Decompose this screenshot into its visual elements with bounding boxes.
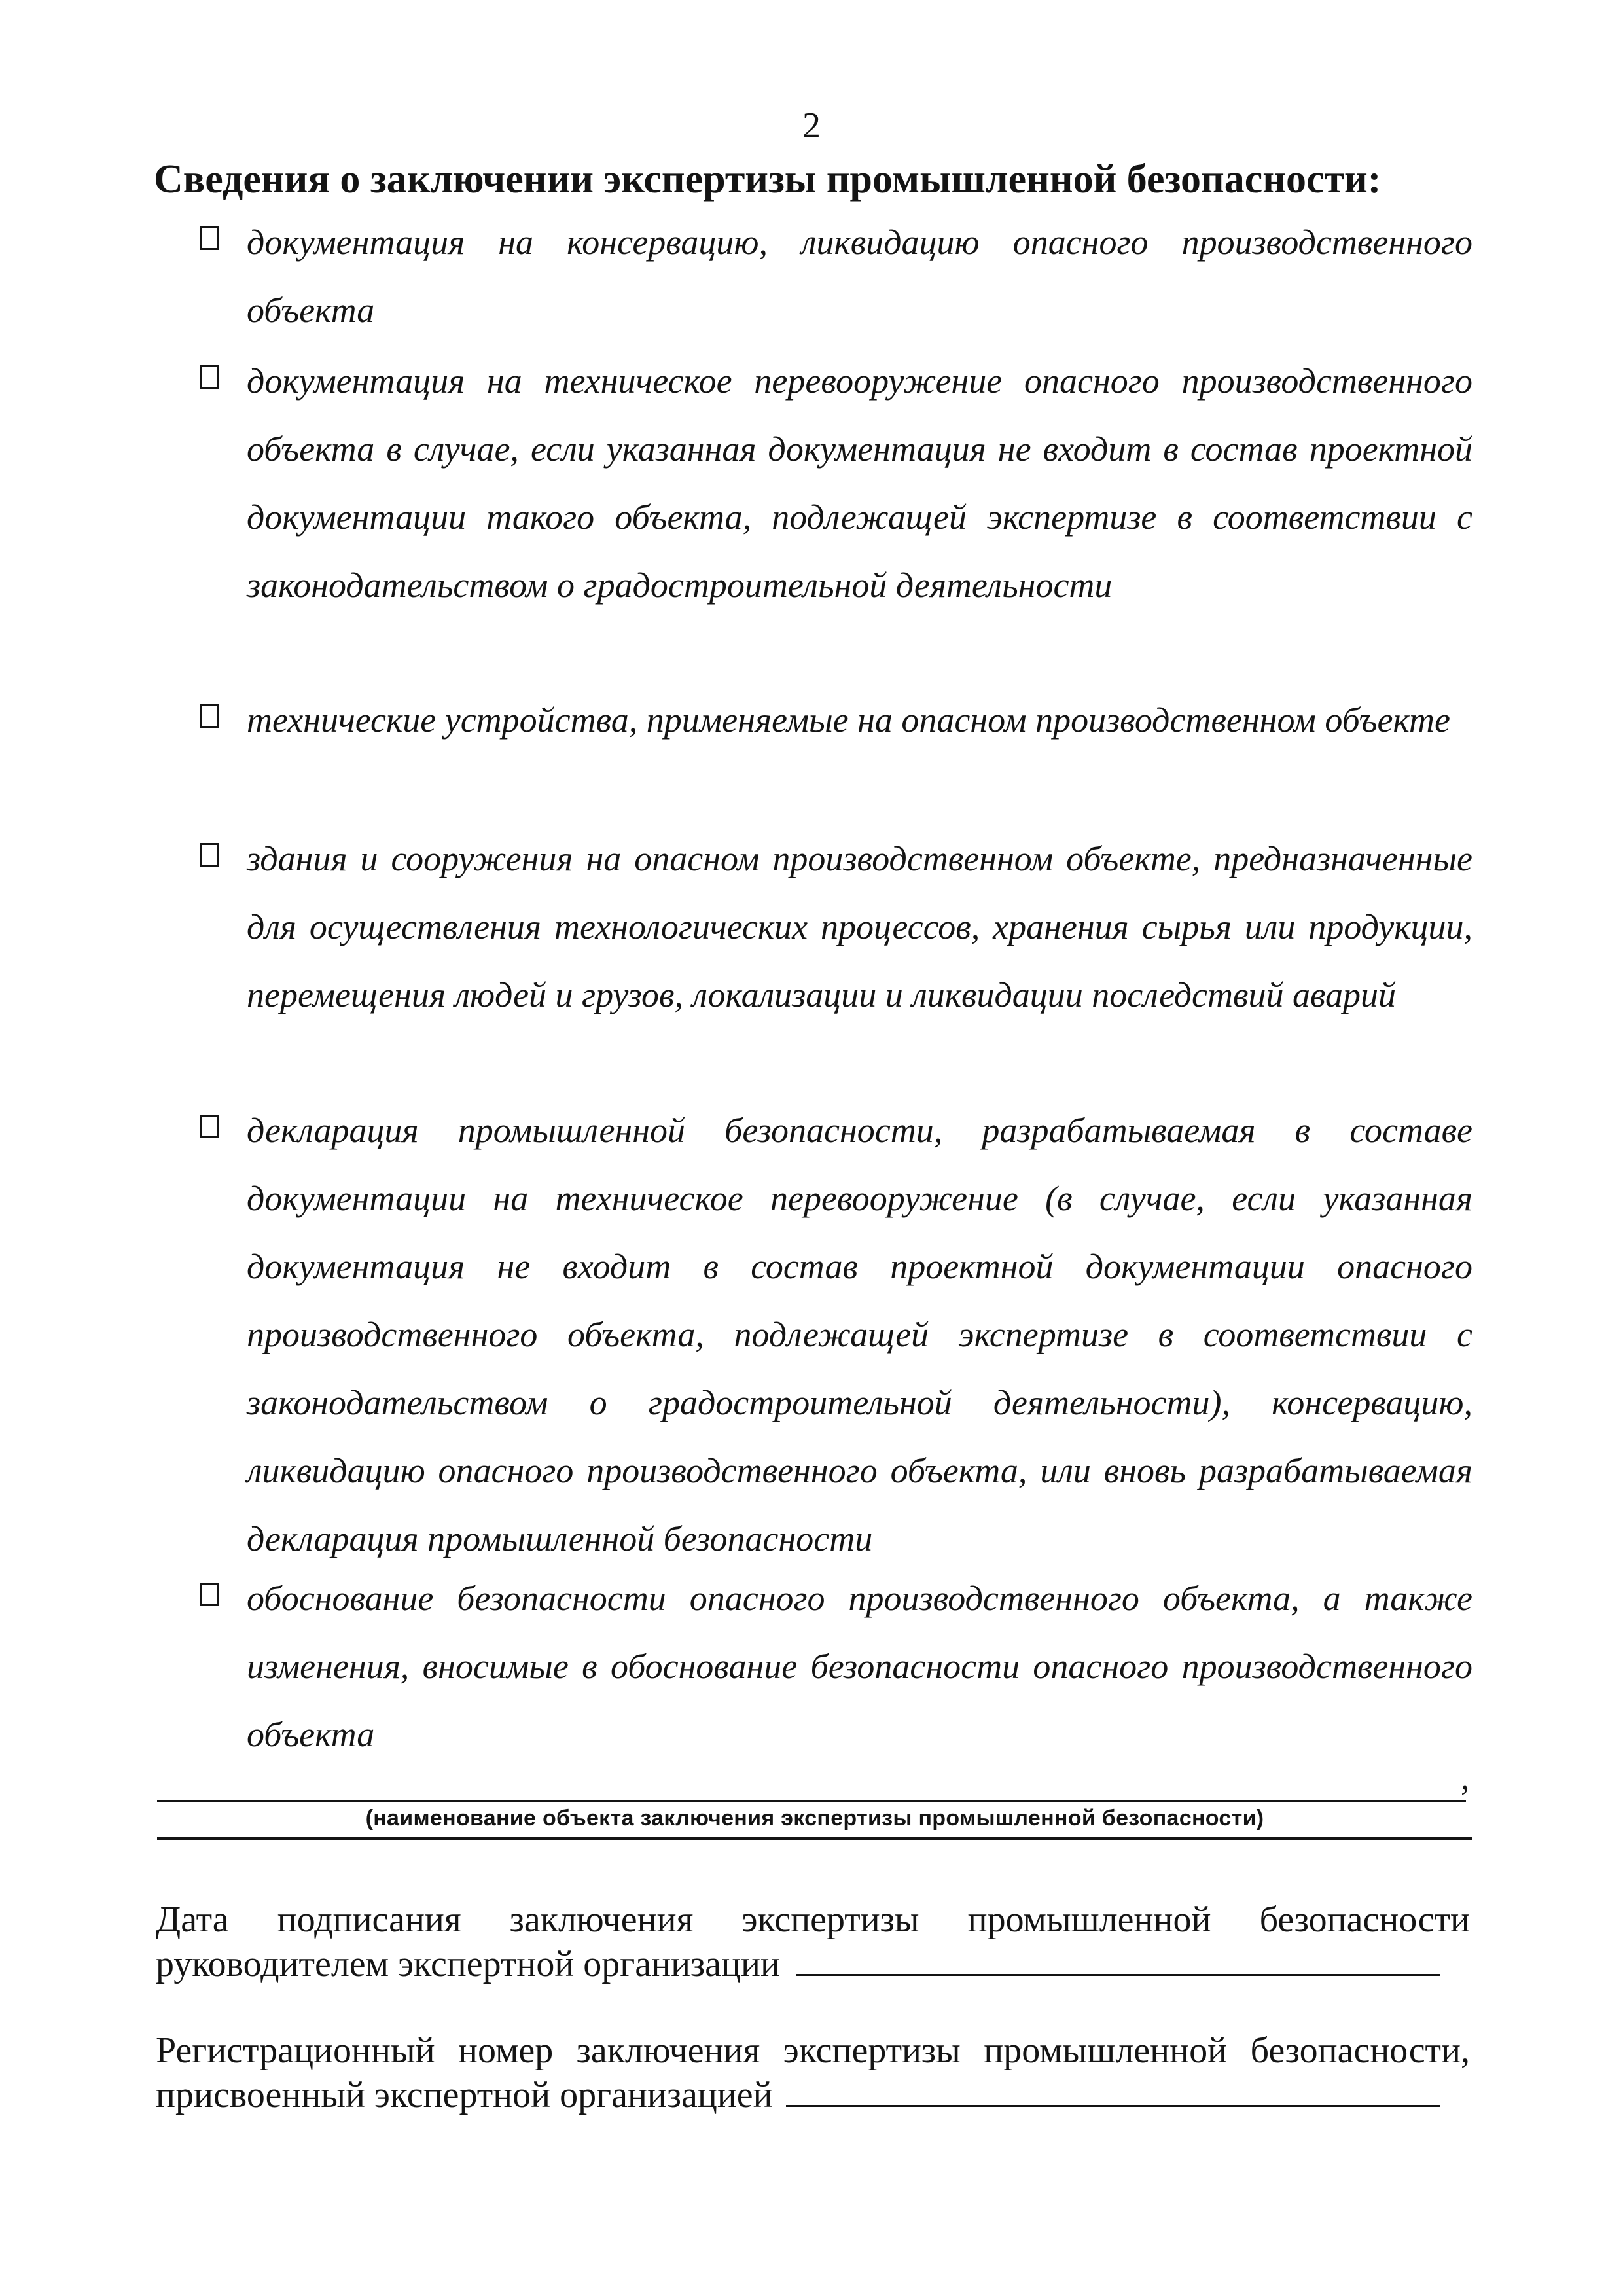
signing-date-label-line2-row: [156, 1941, 1470, 1986]
registration-number-label-line2-row: [156, 2072, 1470, 2117]
list-item: [200, 208, 1472, 344]
object-type-checkbox[interactable]: [200, 1583, 219, 1606]
object-type-label: декларация промышленной безопасности, разрабатываемая в составе документации на техническое перевооружение (в случае, если указанная документация не входит в состав проектной документации опасного производственного объекта, подлежащей экспертизе в соответствии с законодательством о градостроительной деятельности), консервацию, ликвидацию опасного производственного объекта, или вновь разрабатываемая декларация промышленной безопасности: [247, 1111, 1472, 1558]
object-type-label: документация на техническое перевооружение опасного производственного объекта в случае, если указанная документация не входит в состав проектной документации такого объекта, подлежащей экспертизе в соответствии с законодательством о градостроительной деятельности: [247, 361, 1472, 605]
object-type-checkbox[interactable]: [200, 226, 219, 250]
registration-number-field[interactable]: [786, 2072, 1440, 2107]
object-type-label: технические устройства, применяемые на опасном производственном объекте: [247, 700, 1450, 740]
object-type-label: здания и сооружения на опасном производственном объекте, предназначенные для осуществления технологических процессов, хранения сырья или продукции, перемещения людей и грузов, локализации и ликвидации последствий аварий: [247, 839, 1472, 1014]
object-type-label: обоснование безопасности опасного производственного объекта, а также изменения, вносимые в обоснование безопасности опасного производственного объекта: [247, 1579, 1472, 1754]
section-title: Сведения о заключении экспертизы промышленной безопасности:: [154, 157, 1382, 202]
signing-date-block: [156, 1898, 1470, 1986]
signing-date-label-line1: Дата подписания заключения экспертизы промышленной безопасности: [156, 1899, 1470, 1940]
registration-number-block: [156, 2029, 1470, 2117]
caption-divider: [157, 1837, 1472, 1840]
registration-number-label-line2: присвоенный экспертной организацией: [156, 2075, 773, 2115]
object-name-comma: ,: [1461, 1758, 1470, 1797]
object-type-checkbox[interactable]: [200, 843, 219, 867]
list-item: [200, 825, 1472, 1029]
object-type-checkbox[interactable]: [200, 1115, 219, 1138]
object-type-label: документация на консервацию, ликвидацию опасного производственного объекта: [247, 223, 1472, 330]
list-item: [200, 686, 1472, 754]
list-item: [200, 1564, 1472, 1768]
signing-date-field[interactable]: [796, 1941, 1440, 1976]
list-item: [200, 1096, 1472, 1573]
object-name-caption: (наименование объекта заключения экспертизы промышленной безопасности): [365, 1806, 1264, 1831]
registration-number-label-line1: Регистрационный номер заключения экспертизы промышленной безопасности,: [156, 2030, 1470, 2071]
object-type-checkbox[interactable]: [200, 365, 219, 389]
object-type-checkbox[interactable]: [200, 704, 219, 728]
page-number: 2: [802, 105, 821, 146]
object-name-field[interactable]: [157, 1800, 1466, 1802]
list-item: [200, 347, 1472, 619]
signing-date-label-line2: руководителем экспертной организации: [156, 1944, 780, 1984]
